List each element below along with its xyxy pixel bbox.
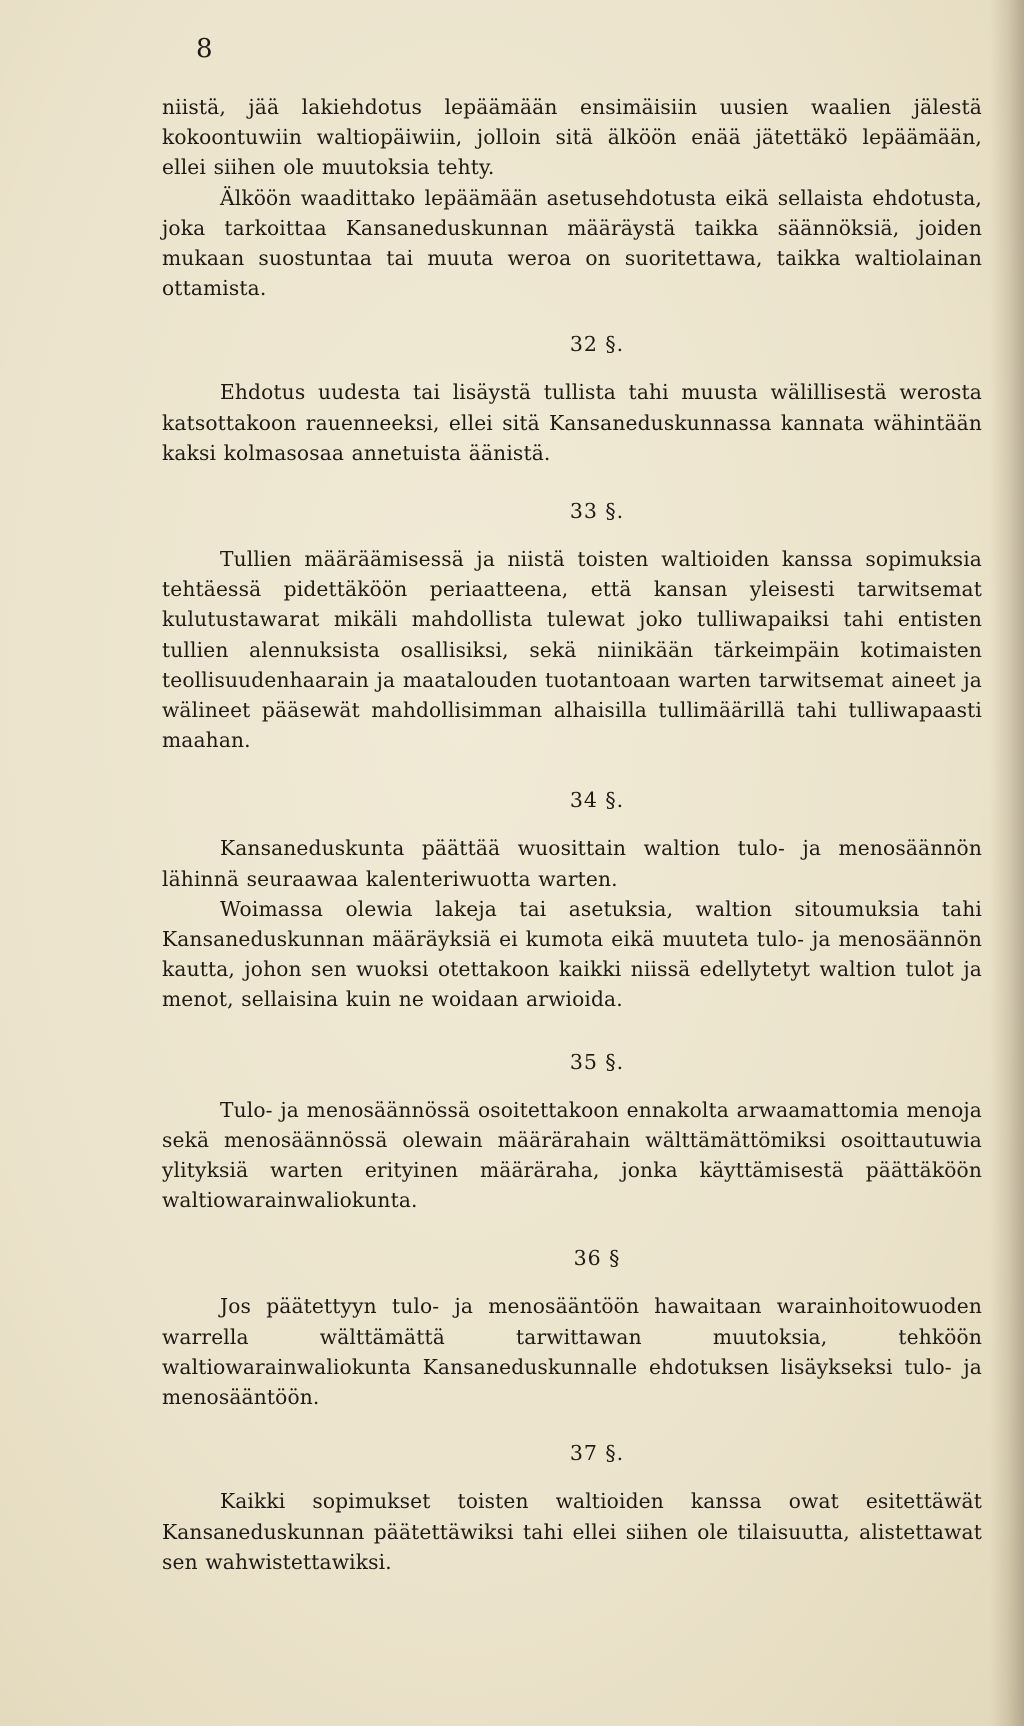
paragraph-33: Tullien määräämisessä ja niistä toisten waltioiden kanssa sopimuksia tehtäessä pidettäköön periaatteena, että kansan yleisesti tarwitsemat kulutustawarat mikäli mahdollista tulewat joko tulliwapaiksi tahi entisten tullien alennuksista osallisiksi, sekä niinikään tärkeimpäin kotimaisten teollisuudenhaarain ja maatalouden tuotantoaan warten tarwitsemat aineet ja wälineet pääsewät mahdollisimman alhaisilla tullimäärillä tahi tulliwapaasti maahan. — [162, 547, 982, 753]
paragraph-32: Ehdotus uudesta tai lisäystä tullista tahi muusta wälillisestä werosta katsottakoon rauenneeksi, ellei sitä Kansaneduskunnassa kannata wähintään kaksi kolmasosaa annetuista äänistä. — [162, 380, 982, 465]
page-body — [162, 92, 982, 1577]
section-heading-35: 35 §. — [569, 1049, 625, 1074]
paragraph-34-second: Woimassa olewia lakeja tai asetuksia, waltion sitoumuksia tahi Kansaneduskunnan määräyksiä ei kumota eikä muuteta tulo- ja menosäännön kautta, johon sen wuoksi otettakoon kaikki niissä edellytetyt waltion tulot ja menot, sellaisina kuin ne woidaan arwioida. — [162, 896, 982, 1012]
section-heading-36: 36 § — [573, 1246, 621, 1271]
section-heading-34: 34 §. — [569, 788, 625, 813]
paragraph-35: Tulo- ja menosäännössä osoitettakoon ennakolta arwaamattomia menoja sekä menosäännössä olewain määrärahain wälttämättömiksi osoittautuwia ylityksiä warten erityinen määräraha, jonka käyttämisestä päättäköön waltiowarainwaliokunta. — [162, 1097, 982, 1213]
section-heading-32: 32 §. — [569, 332, 625, 357]
paragraph-31-continuation: niistä, jää lakiehdotus lepäämään ensimäisiin uusien waalien jälestä kokoontuwiin waltiopäiwiin, jolloin sitä älköön enää jätettäkö lepäämään, ellei siihen ole muutoksia tehty. — [162, 95, 982, 180]
page-number: 8 — [196, 34, 213, 64]
paragraph-37: Kaikki sopimukset toisten waltioiden kanssa owat esitettäwät Kansaneduskunnan päätettäwiksi tahi ellei siihen ole tilaisuutta, alistettawat sen wahwistettawiksi. — [162, 1489, 982, 1574]
paragraph-31-second: Älköön waadittako lepäämään asetusehdotusta eikä sellaista ehdotusta, joka tarkoittaa Kansaneduskunnan määräystä taikka säännöksiä, joiden mukaan suostuntaa tai muuta weroa on suoritettawa, taikka waltiolainan ottamista. — [162, 185, 982, 301]
section-heading-33: 33 §. — [569, 499, 625, 524]
page-edge-shadow — [990, 0, 1024, 1726]
paragraph-34-first: Kansaneduskunta päättää wuosittain waltion tulo- ja menosäännön lähinnä seuraawaa kalenteriwuotta warten. — [162, 836, 982, 891]
section-heading-37: 37 §. — [569, 1441, 625, 1466]
paragraph-36: Jos päätettyyn tulo- ja menosääntöön hawaitaan warainhoitowuoden warrella wälttämättä tarwittawan muutoksia, tehköön waltiowarainwaliokunta Kansaneduskunnalle ehdotuksen lisäykseksi tulo- ja menosääntöön. — [162, 1294, 982, 1410]
